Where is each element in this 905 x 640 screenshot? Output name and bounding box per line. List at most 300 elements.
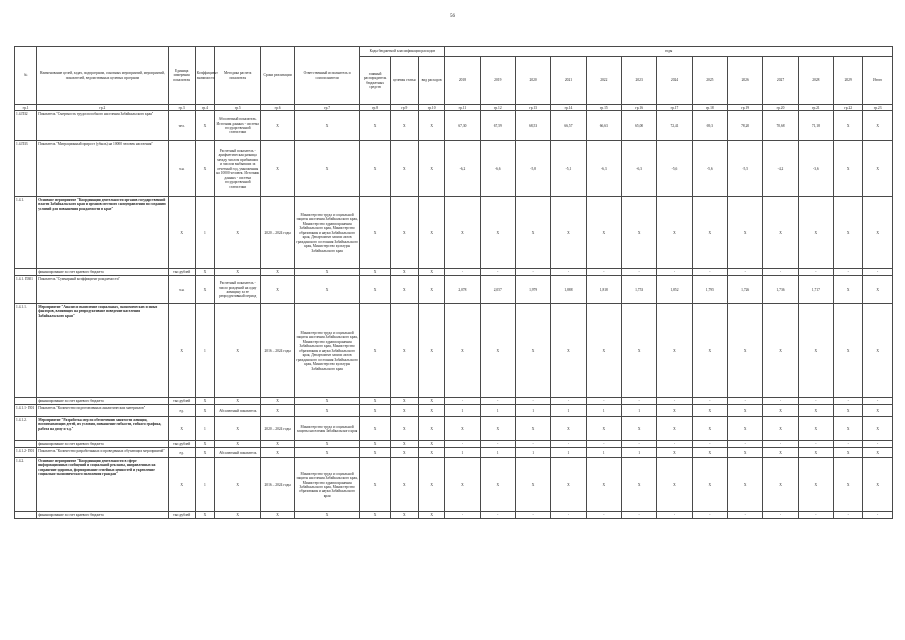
row-name: финансирование за счет краевого бюджета: [37, 398, 168, 405]
row-period: X: [261, 405, 294, 417]
header-year: 2019: [480, 57, 515, 105]
column-number: гр.16: [621, 105, 656, 111]
row-responsible: Министерство труда и социальной защиты населения Забайкальского края: [294, 417, 360, 441]
row-coef: 1: [195, 197, 214, 269]
row-total: X: [863, 276, 893, 304]
table-row: [15, 405, 893, 417]
year-value: -: [834, 269, 863, 276]
year-value: X: [586, 417, 621, 441]
row-coef: X: [195, 269, 214, 276]
table-row: [15, 448, 893, 458]
financing-row: [15, 269, 893, 276]
row-coef: 1: [195, 458, 214, 512]
row-name: Основное мероприятие "Координация деятельности в сфере информационных сообщений и социальной рекламы, направленных на сохранение здоровья, формирование семейных ценностей и укрепление социально-экономического положения граждан": [37, 458, 168, 512]
header-gl: главный распорядитель бюджетных средств: [360, 57, 390, 105]
year-value: -: [657, 441, 692, 448]
year-value: -: [515, 269, 550, 276]
year-value: X: [692, 417, 727, 441]
year-value: X: [445, 417, 480, 441]
row-unit: ч.н.: [168, 276, 195, 304]
row-kind: X: [419, 417, 445, 441]
year-value: X: [586, 458, 621, 512]
year-value: X: [551, 304, 586, 398]
header-coef: Коэффициент значимости: [195, 47, 214, 105]
year-value: 1,726: [728, 276, 763, 304]
row-method: Абсолютный показатель: [214, 405, 260, 417]
row-period: X: [261, 111, 294, 141]
row-coef: X: [195, 448, 214, 458]
column-number: гр.19: [728, 105, 763, 111]
financing-row: [15, 441, 893, 448]
year-value: -: [657, 512, 692, 519]
year-value: -: [657, 398, 692, 405]
year-value: X: [621, 304, 656, 398]
column-number: гр.9: [390, 105, 418, 111]
row-number: [15, 398, 37, 405]
header-period: Сроки реализации: [261, 47, 294, 105]
row-name: финансирование за счет краевого бюджета: [37, 269, 168, 276]
row-unit: ед.: [168, 448, 195, 458]
year-value: X: [834, 417, 863, 441]
year-value: 1: [515, 448, 550, 458]
table-row: [15, 458, 893, 512]
column-number: гр.3: [168, 105, 195, 111]
year-value: X: [445, 304, 480, 398]
header-no: №: [15, 47, 37, 105]
header-year: 2027: [763, 57, 798, 105]
year-value: X: [657, 417, 692, 441]
year-value: X: [445, 197, 480, 269]
row-kind: X: [419, 111, 445, 141]
row-name: Показатель "Суммарный коэффициент рождаемости": [37, 276, 168, 304]
year-value: -: [551, 441, 586, 448]
page-number: 56: [450, 14, 455, 19]
year-value: 1,795: [692, 276, 727, 304]
year-value: 1,717: [798, 276, 833, 304]
column-number: гр.13: [515, 105, 550, 111]
row-total: X: [863, 405, 893, 417]
year-value: -: [763, 398, 798, 405]
year-value: 1,818: [586, 276, 621, 304]
year-value: X: [480, 197, 515, 269]
row-unit: ч.н.: [168, 141, 195, 197]
row-kind: X: [419, 269, 445, 276]
header-year: 2026: [728, 57, 763, 105]
row-total: X: [863, 458, 893, 512]
year-value: -6,3: [586, 141, 621, 197]
row-name: Показатель "Миграционный прирост (убыль) на 10000 человек населения": [37, 141, 168, 197]
row-kind: X: [419, 304, 445, 398]
row-target: X: [390, 141, 418, 197]
year-value: 66,57: [551, 111, 586, 141]
year-value: X: [586, 304, 621, 398]
year-value: X: [834, 197, 863, 269]
year-value: 1: [621, 405, 656, 417]
row-target: X: [390, 405, 418, 417]
year-value: X: [834, 276, 863, 304]
year-value: X: [621, 458, 656, 512]
row-period: 2020 – 2024 годы: [261, 417, 294, 441]
year-value: 67,59: [480, 111, 515, 141]
row-coef: X: [195, 512, 214, 519]
year-value: -: [798, 512, 833, 519]
year-value: -: [692, 441, 727, 448]
row-total: X: [863, 304, 893, 398]
row-target: X: [390, 441, 418, 448]
year-value: 69,3: [692, 111, 727, 141]
year-value: 1: [445, 405, 480, 417]
row-responsible: X: [294, 398, 360, 405]
row-gl: X: [360, 398, 390, 405]
year-value: X: [798, 448, 833, 458]
year-value: X: [621, 197, 656, 269]
header-unit: Единица измерения показателя: [168, 47, 195, 105]
column-number: гр.18: [692, 105, 727, 111]
year-value: X: [551, 197, 586, 269]
financing-row: [15, 512, 893, 519]
column-number: гр.5: [214, 105, 260, 111]
year-value: -: [586, 269, 621, 276]
row-kind: X: [419, 197, 445, 269]
row-unit: тыс.рублей: [168, 512, 195, 519]
row-name: Показатель "Количество разработанных и проведенных обучающих мероприятий": [37, 448, 168, 458]
row-responsible: X: [294, 441, 360, 448]
row-method: X: [214, 512, 260, 519]
row-total: -: [863, 441, 893, 448]
year-value: X: [480, 417, 515, 441]
row-target: X: [390, 458, 418, 512]
year-value: -: [551, 269, 586, 276]
year-value: -: [480, 512, 515, 519]
row-period: 2016 – 2024 годы: [261, 458, 294, 512]
year-value: 1: [586, 448, 621, 458]
year-value: 1,979: [515, 276, 550, 304]
table-row: [15, 197, 893, 269]
year-value: X: [763, 448, 798, 458]
row-unit: тыс.рублей: [168, 441, 195, 448]
year-value: -: [763, 512, 798, 519]
year-value: X: [515, 304, 550, 398]
year-value: -: [692, 398, 727, 405]
year-value: X: [798, 417, 833, 441]
year-value: -: [728, 512, 763, 519]
year-value: -6,3: [621, 141, 656, 197]
year-value: -: [621, 441, 656, 448]
year-value: X: [763, 304, 798, 398]
column-number: гр.21: [798, 105, 833, 111]
program-indicators-table: [14, 46, 893, 519]
year-value: X: [834, 458, 863, 512]
year-value: 1,888: [551, 276, 586, 304]
row-kind: X: [419, 405, 445, 417]
year-value: X: [692, 448, 727, 458]
table-row: [15, 276, 893, 304]
header-year: 2029: [834, 57, 863, 105]
year-value: X: [728, 405, 763, 417]
column-number: гр.6: [261, 105, 294, 111]
row-coef: X: [195, 276, 214, 304]
row-number: [15, 269, 37, 276]
year-value: X: [480, 304, 515, 398]
row-method: Расчетный показатель - арифметическая разница между числом прибывших и числом выбывших за отчетный год, умноженная на 10000 человек. Источник данных - система государственной статистики: [214, 141, 260, 197]
header-year: 2021: [551, 57, 586, 105]
year-value: 1: [480, 405, 515, 417]
year-value: -: [728, 441, 763, 448]
row-target: X: [390, 197, 418, 269]
year-value: -5,5: [728, 141, 763, 197]
row-unit: X: [168, 304, 195, 398]
year-value: -: [621, 269, 656, 276]
row-kind: X: [419, 398, 445, 405]
year-value: -: [480, 441, 515, 448]
header-total: Итого: [863, 57, 893, 105]
year-value: -: [763, 269, 798, 276]
row-number: 1.4.ПЗ3: [15, 141, 37, 197]
row-gl: X: [360, 512, 390, 519]
financing-row: [15, 398, 893, 405]
year-value: 1,852: [657, 276, 692, 304]
year-value: -: [480, 398, 515, 405]
year-value: -: [621, 512, 656, 519]
year-value: X: [728, 417, 763, 441]
row-method: X: [214, 269, 260, 276]
column-number: гр.15: [586, 105, 621, 111]
year-value: -: [445, 398, 480, 405]
row-responsible: Министерство труда и социальной защиты населения Забайкальского края, Министерство здравоохранения Забайкальского края, Министерство образования и науки Забайкальского края: [294, 458, 360, 512]
row-gl: X: [360, 304, 390, 398]
row-gl: X: [360, 441, 390, 448]
year-value: -6,6: [480, 141, 515, 197]
row-kind: X: [419, 458, 445, 512]
row-gl: X: [360, 405, 390, 417]
row-responsible: X: [294, 405, 360, 417]
row-method: X: [214, 441, 260, 448]
row-number: 1.4.ПЗ2: [15, 111, 37, 141]
row-gl: X: [360, 458, 390, 512]
row-method: X: [214, 304, 260, 398]
row-period: X: [261, 512, 294, 519]
row-gl: X: [360, 269, 390, 276]
year-value: X: [834, 448, 863, 458]
year-value: X: [657, 197, 692, 269]
row-name: Показатель "Количество подготовленных аналитических материалов": [37, 405, 168, 417]
year-value: X: [728, 458, 763, 512]
row-kind: X: [419, 448, 445, 458]
column-number: гр.12: [480, 105, 515, 111]
row-gl: X: [360, 276, 390, 304]
row-unit: X: [168, 458, 195, 512]
row-target: X: [390, 448, 418, 458]
row-unit: ед.: [168, 405, 195, 417]
row-target: X: [390, 276, 418, 304]
row-method: X: [214, 458, 260, 512]
row-method: X: [214, 197, 260, 269]
year-value: -: [586, 398, 621, 405]
row-total: -: [863, 269, 893, 276]
table-row: [15, 417, 893, 441]
row-period: X: [261, 276, 294, 304]
year-value: -: [763, 441, 798, 448]
header-kind: вид расходов: [419, 57, 445, 105]
row-responsible: Министерство труда и социальной защиты населения Забайкальского края, Министерство здравоохранения Забайкальского края, Министерство образования и науки Забайкальского края, Департамент записи актов гражданского состояния Забайкальского края, Министерство культуры Забайкальского края: [294, 304, 360, 398]
column-number: гр.11: [445, 105, 480, 111]
column-number: гр.7: [294, 105, 360, 111]
year-value: -: [798, 441, 833, 448]
year-value: X: [728, 448, 763, 458]
row-period: X: [261, 141, 294, 197]
year-value: 1: [621, 448, 656, 458]
year-value: X: [657, 448, 692, 458]
year-value: 72,41: [657, 111, 692, 141]
year-value: 68,53: [515, 111, 550, 141]
year-value: X: [763, 405, 798, 417]
year-value: 1,736: [763, 276, 798, 304]
year-value: X: [763, 458, 798, 512]
row-number: 1.4.1. ПЗ01: [15, 276, 37, 304]
year-value: X: [551, 417, 586, 441]
row-method: X: [214, 417, 260, 441]
header-responsible: Ответственный исполнитель и соисполнители: [294, 47, 360, 105]
year-value: X: [728, 304, 763, 398]
header-year: 2028: [798, 57, 833, 105]
row-name: Основное мероприятие "Координация деятельности органов государственной власти Забайкальского края и органов местного самоуправления по созданию условий для повышения рождаемости в крае": [37, 197, 168, 269]
year-value: -: [834, 441, 863, 448]
year-value: -5,8: [515, 141, 550, 197]
row-target: X: [390, 269, 418, 276]
year-value: -: [657, 269, 692, 276]
column-number: гр.20: [763, 105, 798, 111]
year-value: -5,6: [657, 141, 692, 197]
row-total: -: [863, 512, 893, 519]
column-number: гр.4: [195, 105, 214, 111]
row-responsible: X: [294, 269, 360, 276]
row-total: -: [863, 398, 893, 405]
year-value: X: [834, 141, 863, 197]
year-value: 1,753: [621, 276, 656, 304]
row-method: X: [214, 398, 260, 405]
row-target: X: [390, 111, 418, 141]
row-total: X: [863, 417, 893, 441]
year-value: -: [480, 269, 515, 276]
row-period: 2020 – 2024 годы: [261, 197, 294, 269]
header-year: 2023: [621, 57, 656, 105]
row-number: [15, 441, 37, 448]
row-name: Мероприятие "Разработка мер по обеспечению занятости женщин, воспитывающих детей, их условия, повышение гибкости, гибкого графика, работа на дому и т.д.": [37, 417, 168, 441]
year-value: -: [586, 441, 621, 448]
year-value: -: [728, 269, 763, 276]
year-value: -: [834, 512, 863, 519]
year-value: X: [515, 458, 550, 512]
column-number: гр.10: [419, 105, 445, 111]
row-total: X: [863, 111, 893, 141]
year-value: X: [798, 197, 833, 269]
row-period: X: [261, 269, 294, 276]
row-kind: X: [419, 141, 445, 197]
row-period: X: [261, 448, 294, 458]
row-coef: X: [195, 398, 214, 405]
year-value: X: [445, 458, 480, 512]
year-value: X: [692, 197, 727, 269]
row-target: X: [390, 304, 418, 398]
row-total: X: [863, 141, 893, 197]
row-name: финансирование за счет краевого бюджета: [37, 441, 168, 448]
year-value: X: [798, 458, 833, 512]
year-value: -: [834, 398, 863, 405]
row-kind: X: [419, 441, 445, 448]
row-period: X: [261, 398, 294, 405]
year-value: 66,63: [586, 111, 621, 141]
row-method: Абсолютный показатель: [214, 448, 260, 458]
row-total: X: [863, 448, 893, 458]
row-kind: X: [419, 276, 445, 304]
row-target: X: [390, 512, 418, 519]
header-year: 2018: [445, 57, 480, 105]
table-row: [15, 141, 893, 197]
row-target: X: [390, 417, 418, 441]
row-method: Абсолютный показатель. Источник данных - система государственной статистики: [214, 111, 260, 141]
year-value: 78,20: [728, 111, 763, 141]
row-responsible: X: [294, 111, 360, 141]
column-number: гр.23: [863, 105, 893, 111]
year-value: 1: [515, 405, 550, 417]
year-value: -: [692, 512, 727, 519]
year-value: -: [798, 269, 833, 276]
row-responsible: X: [294, 512, 360, 519]
row-gl: X: [360, 417, 390, 441]
year-value: 2,057: [480, 276, 515, 304]
row-number: 1.4.1.2.: [15, 417, 37, 441]
header-name: Наименование целей, задач, подпрограмм, основных мероприятий, мероприятий, показателей, ведомственных целевых программ: [37, 47, 168, 105]
row-responsible: X: [294, 276, 360, 304]
row-responsible: Министерство труда и социальной защиты населения Забайкальского края, Министерство здравоохранения Забайкальского края, Министерство образования и науки Забайкальского края, Департамент записи актов гражданского состояния Забайкальского края, Министерство культуры Забайкальского края: [294, 197, 360, 269]
year-value: -: [515, 512, 550, 519]
column-number: гр.22: [834, 105, 863, 111]
year-value: X: [586, 197, 621, 269]
year-value: 67,30: [445, 111, 480, 141]
year-value: X: [834, 304, 863, 398]
year-value: X: [692, 458, 727, 512]
year-value: X: [834, 405, 863, 417]
row-gl: X: [360, 448, 390, 458]
year-value: -5,1: [551, 141, 586, 197]
year-value: -3,6: [798, 141, 833, 197]
column-number: гр.8: [360, 105, 390, 111]
year-value: X: [692, 304, 727, 398]
year-value: 70,68: [763, 111, 798, 141]
year-value: -: [515, 441, 550, 448]
year-value: X: [728, 197, 763, 269]
row-number: 1.4.1.2- П01: [15, 448, 37, 458]
row-name: Показатель "Смертность трудоспособного населения Забайкальского края": [37, 111, 168, 141]
year-value: 65,00: [621, 111, 656, 141]
header-method: Методика расчета показателя: [214, 47, 260, 105]
year-value: 2,078: [445, 276, 480, 304]
year-value: 1: [586, 405, 621, 417]
year-value: -: [728, 398, 763, 405]
row-responsible: X: [294, 141, 360, 197]
table-body: [15, 111, 893, 519]
header-budget-codes: Коды бюджетной классификации расходов: [360, 47, 445, 57]
year-value: X: [798, 405, 833, 417]
row-coef: X: [195, 405, 214, 417]
header-year: 2022: [586, 57, 621, 105]
header-year: 2025: [692, 57, 727, 105]
year-value: X: [763, 197, 798, 269]
year-value: -: [515, 398, 550, 405]
row-unit: X: [168, 197, 195, 269]
year-value: X: [657, 304, 692, 398]
header-year: 2024: [657, 57, 692, 105]
